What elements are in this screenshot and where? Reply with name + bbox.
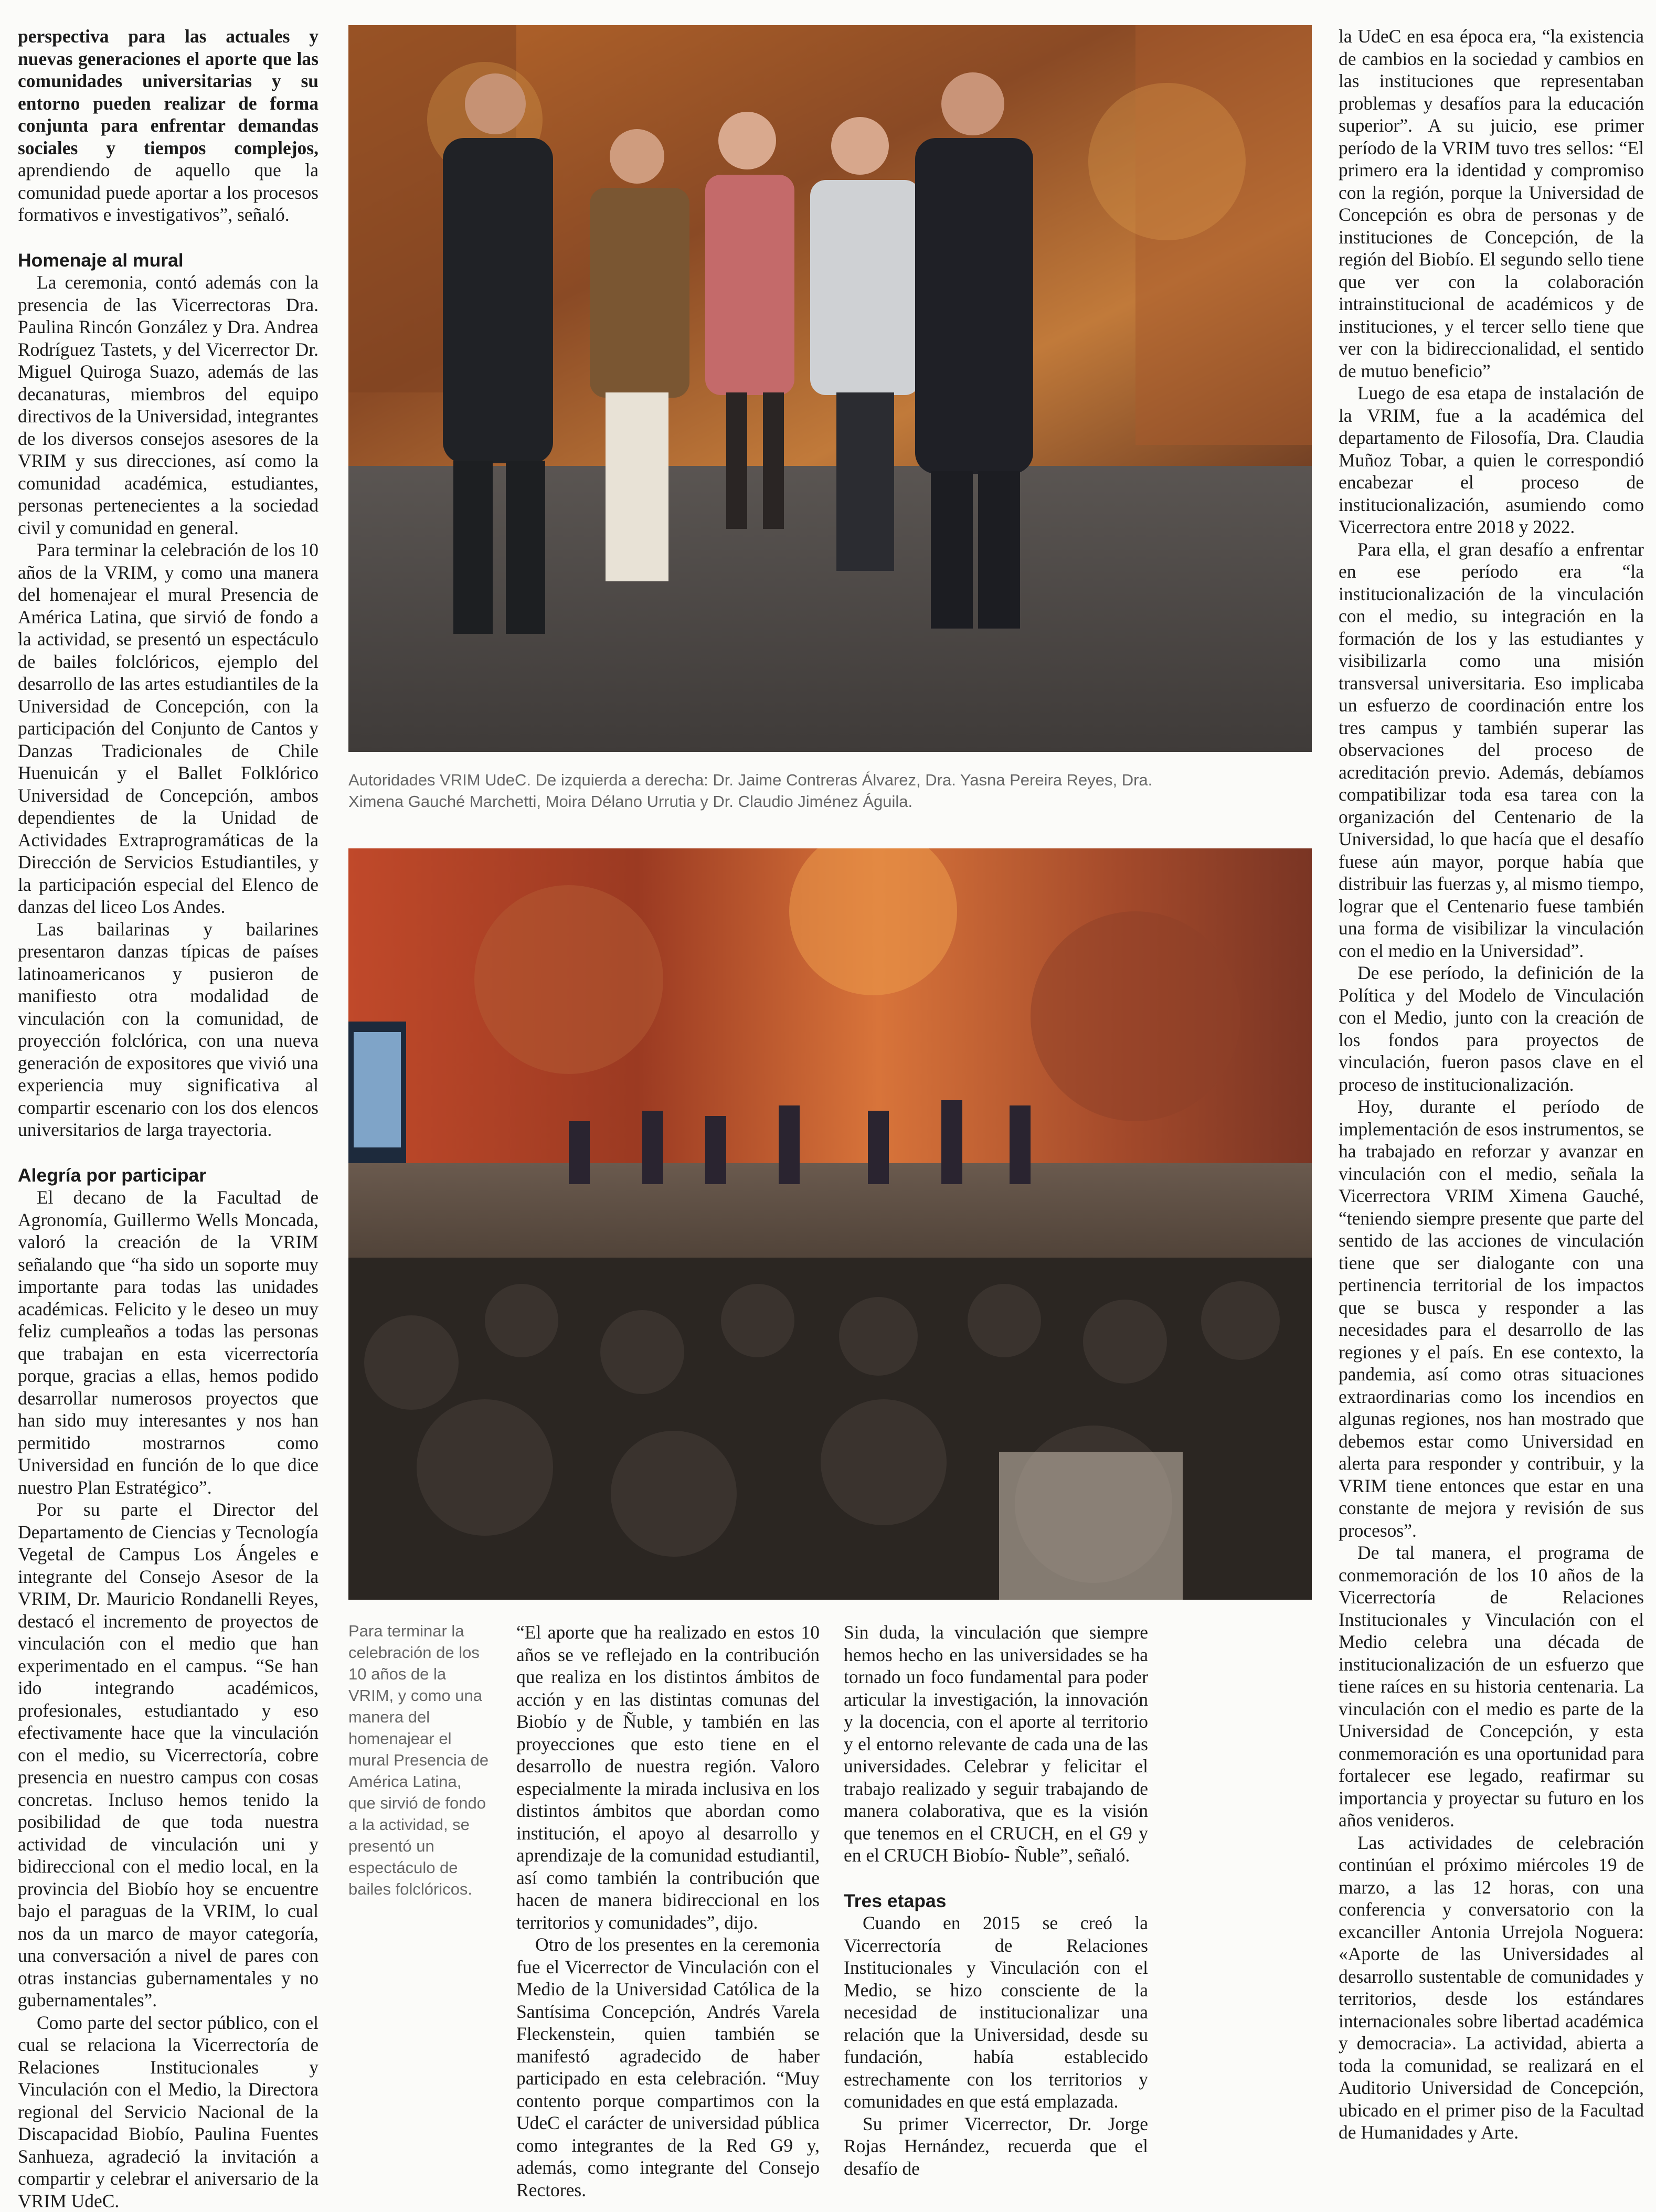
paragraph: De tal manera, el programa de conmemoración de los 10 años de la Vicerrectoría de Relaciones Institucionales y Vinculación con el Medio celebra una década de institucionalización de un esfuerzo que tiene raíces en su historia centenaria. La vinculación con el medio es parte de la Universidad de Concepción, y esta conmemoración es una oportunidad para fortalecer ese legado, reafirmar su importancia y proyectar su futuro en los años venideros. bbox=[1339, 1541, 1644, 1832]
paragraph: Sin duda, la vinculación que siempre hemos hecho en las universidades se ha tornado un foco fundamental para poder articular la investigación, la innovación y la docencia, con el aporte al territorio y el entorno relevante de cada una de las universidades. Celebrar y felicitar el trabajo realizado y seguir trabajando de manera colaborativa, que es la visión que tenemos en el CRUCH, en el G9 y en el CRUCH Biobío- Ñuble”, señaló. bbox=[844, 1621, 1148, 1867]
paragraph: El decano de la Facultad de Agronomía, Guillermo Wells Moncada, valoró la creación de la VRIM señalando que “ha sido un soporte muy importante para todas las unidades académicas. Felicito y le deseo un muy feliz cumpleaños a todas las personas que trabajan en esta vicerrectoría porque, gracias a ellas, hemos podido desarrollar numerosos proyectos que han sido muy interesantes y nos han permitido mostrarnos como Universidad en función de lo que dice nuestro Plan Estratégico”. bbox=[18, 1186, 319, 1498]
paragraph: la UdeC en esa época era, “la existencia de cambios en la sociedad y cambios en las instituciones que representaban problemas y desafíos para la educación superior”. A su juicio, ese primer período de la VRIM tuvo tres sellos: “El primero era la identidad y compromiso con la región, porque la Universidad de Concepción es obra de personas y de instituciones de Concepción, de la región del Biobío. El segundo sello tiene que ver con la colaboración intrainstitucional de académicos y de instituciones, y el tercer sello tiene que ver con la bidireccionalidad, el sentido de mutuo beneficio” bbox=[1339, 25, 1644, 382]
paragraph: Su primer Vicerrector, Dr. Jorge Rojas Hernández, recuerda que el desafío de bbox=[844, 2113, 1148, 2180]
paragraph: Luego de esa etapa de instalación de la VRIM, fue a la académica del departamento de Filosofía, Dra. Claudia Muñoz Tobar, a quien le correspondió encabezar el proceso de institucionalización, asumiendo como Vicerrectora entre 2018 y 2022. bbox=[1339, 382, 1644, 538]
paragraph: Para ella, el gran desafío a enfrentar en ese período era “la institucionalización de la vinculación con el medio, su integración en la formación de los y las estudiantes y visibilizarla como una misión transversal universitaria. Eso implicaba un esfuerzo de coordinación entre los tres campus y también superar las observaciones del proceso de acreditación previo. Además, debíamos compatibilizar toda esa tarea con la organización del Centenario de la Universidad, lo que hacía que el desafío fuese aún mayor, porque había que distribuir las fuerzas y, al mismo tiempo, lograr que el Centenario fuese también una forma de visibilizar la vinculación con el medio en la Universidad”. bbox=[1339, 538, 1644, 962]
authorities-group-photo bbox=[348, 25, 1312, 752]
lead-bold-text: perspectiva para las actuales y nuevas generaciones el aporte que las comunidades universitarias y su entorno pueden realizar de forma conjunta para enfrentar demandas sociales y tiempos complejos, bbox=[18, 26, 319, 158]
photo1-caption: Autoridades VRIM UdeC. De izquierda a derecha: Dr. Jaime Contreras Álvarez, Dra. Yasna Pereira Reyes, Dra. Ximena Gauché Marchetti, Moira Délano Urrutia y Dr. Claudio Jiménez Águila. bbox=[348, 769, 1188, 812]
article-column-1 bbox=[18, 25, 319, 2212]
paragraph: Como parte del sector público, con el cual se relaciona la Vicerrectoría de Relaciones Institucionales y Vinculación con el Medio, la Directora regional del Servicio Nacional de la Discapacidad Biobío, Paulina Fuentes Sanhueza, agradeció la invitación a compartir y celebrar el aniversario de la VRIM UdeC. bbox=[18, 2012, 319, 2212]
paragraph: “El aporte que ha realizado en estos 10 años se ve reflejado en la contribución que realiza en los distintos ámbitos de acción y en las distintas comunas del Biobío y de Ñuble, y también en las proyecciones que esto tiene en el desarrollo de nuestra región. Valoro especialmente la mirada inclusiva en los distintos ámbitos que abordan como institución, el apoyo al desarrollo y aprendizaje de la comunidad estudiantil, así como también la contribución que hacen de manera bidireccional en los territorios y comunidades”, dijo. bbox=[516, 1621, 820, 1933]
lead-text: aprendiendo de aquello que la comunidad puede aportar a los procesos formativos e investigativos”, señaló. bbox=[18, 159, 319, 225]
paragraph: Hoy, durante el período de implementación de esos instrumentos, se ha trabajado en reforzar y avanzar en vinculación con el medio, señala la Vicerrectora VRIM Ximena Gauché, “teniendo siempre presente que parte del sentido de las acciones de vinculación tiene que ser dialogante con una pertinencia territorial de los impactos que se busca y responder a las necesidades para el desarrollo de las regiones y el país. En ese contexto, la pandemia, así como otras situaciones extraordinarias como los incendios en algunas regiones, nos han mostrado que debemos estar como Universidad en alerta para responder y contribuir, y la VRIM tiene entonces que estar en una constante de mejora y revisión de sus procesos”. bbox=[1339, 1096, 1644, 1541]
paragraph: Cuando en 2015 se creó la Vicerrectoría de Relaciones Institucionales y Vinculación con el Medio, se hizo consciente de la necesidad de institucionalizar una relación que la Universidad, desde su fundación, había establecido estrechamente con los territorios y comunidades en que está emplazada. bbox=[844, 1912, 1148, 2113]
subheading-homenaje: Homenaje al mural bbox=[18, 249, 319, 272]
paragraph: La ceremonia, contó además con la presencia de las Vicerrectoras Dra. Paulina Rincón González y Dra. Andrea Rodríguez Tastets, y del Vicerrector Dr. Miguel Quiroga Suazo, además de las decanaturas, miembros del equipo directivos de la Universidad, integrantes de los diversos consejos asesores de la VRIM y sus direcciones, así como la comunidad académica, estudiantes, personas pertenecientes a la sociedad civil y comunidad en general. bbox=[18, 271, 319, 539]
paragraph: Para terminar la celebración de los 10 años de la VRIM, y como una manera del homenajear el mural Presencia de América Latina, que sirvió de fondo a la actividad, se presentó un espectáculo de bailes folclóricos, ejemplo del desarrollo de las artes estudiantiles de la Universidad de Concepción, con la participación del Conjunto de Cantos y Danzas Tradicionales de Chile Huenuicán y el Ballet Folklórico Universidad de Concepción, ambos dependientes de la Unidad de Actividades Extraprogramáticas de la Dirección de Servicios Estudiantiles, y la participación especial del Elenco de danzas del liceo Los Andes. bbox=[18, 539, 319, 918]
paragraph: Otro de los presentes en la ceremonia fue el Vicerrector de Vinculación con el Medio de la Universidad Católica de la Santísima Concepción, Andrés Varela Fleckenstein, quien también se manifestó agradecido de haber participado en esta celebración. “Muy contento porque compartimos con la UdeC el carácter de universidad pública como integrantes de la Red G9 y, además, como integrante del Consejo Rectores. bbox=[516, 1933, 820, 2201]
paragraph: Las actividades de celebración continúan el próximo miércoles 19 de marzo, a las 12 horas, con una conferencia y conversatorio con la excanciller Antonia Urrejola Noguera: «Aporte de las Universidades al desarrollo sustentable de comunidades y territorios, desde los estándares internacionales sobre libertad académica y democracia». La actividad, abierta a toda la comunidad, se realizará en el Auditorio Universidad de Concepción, ubicado en el primer piso de la Facultad de Humanidades y Arte. bbox=[1339, 1832, 1644, 2144]
folk-dance-performance-photo bbox=[348, 848, 1312, 1600]
article-column-3 bbox=[844, 1621, 1148, 2179]
paragraph: Las bailarinas y bailarines presentaron danzas típicas de países latinoamericanos y pusieron de manifiesto otra modalidad de vinculación con la comunidad, de proyección folclórica, con una nueva generación de expositores que vivió una experiencia muy significativa al compartir escenario con los dos elencos universitarios de larga trayectoria. bbox=[18, 918, 319, 1141]
paragraph: De ese período, la definición de la Política y del Modelo de Vinculación con el Medio, junto con la creación de los fondos para proyectos de vinculación, fueron pasos clave en el proceso de institucionalización. bbox=[1339, 962, 1644, 1096]
photo2-caption: Para terminar la celebración de los 10 años de la VRIM, y como una manera del homenajear el mural Presencia de América Latina, que sirvió de fondo a la actividad, se presentó un espectáculo de bailes folclóricos. bbox=[348, 1620, 490, 1900]
subheading-tres-etapas: Tres etapas bbox=[844, 1890, 1148, 1912]
article-column-4 bbox=[1339, 25, 1644, 2144]
article-column-2 bbox=[516, 1621, 820, 2201]
paragraph: Por su parte el Director del Departamento de Ciencias y Tecnología Vegetal de Campus Los Ángeles e integrante del Consejo Asesor de la VRIM, Dr. Mauricio Rondanelli Reyes, destacó el incremento de proyectos de vinculación con el medio que han experimentado en el campus. “Se han ido integrando académicos, profesionales, estudiantado y eso efectivamente hace que la vinculación con el medio, su Vicerrectoría, cobre presencia en nuestro campus con cosas concretas. Incluso hemos tenido la posibilidad de que toda nuestra actividad de vinculación uni y bidireccional con el medio local, en la provincia del Biobío hoy se encuentre bajo el paraguas de la VRIM, lo cual nos da un marco de mayor categoría, una conversación a nivel de pares con otras instancias gubernamentales y no gubernamentales”. bbox=[18, 1498, 319, 2012]
subheading-alegria: Alegría por participar bbox=[18, 1164, 319, 1187]
